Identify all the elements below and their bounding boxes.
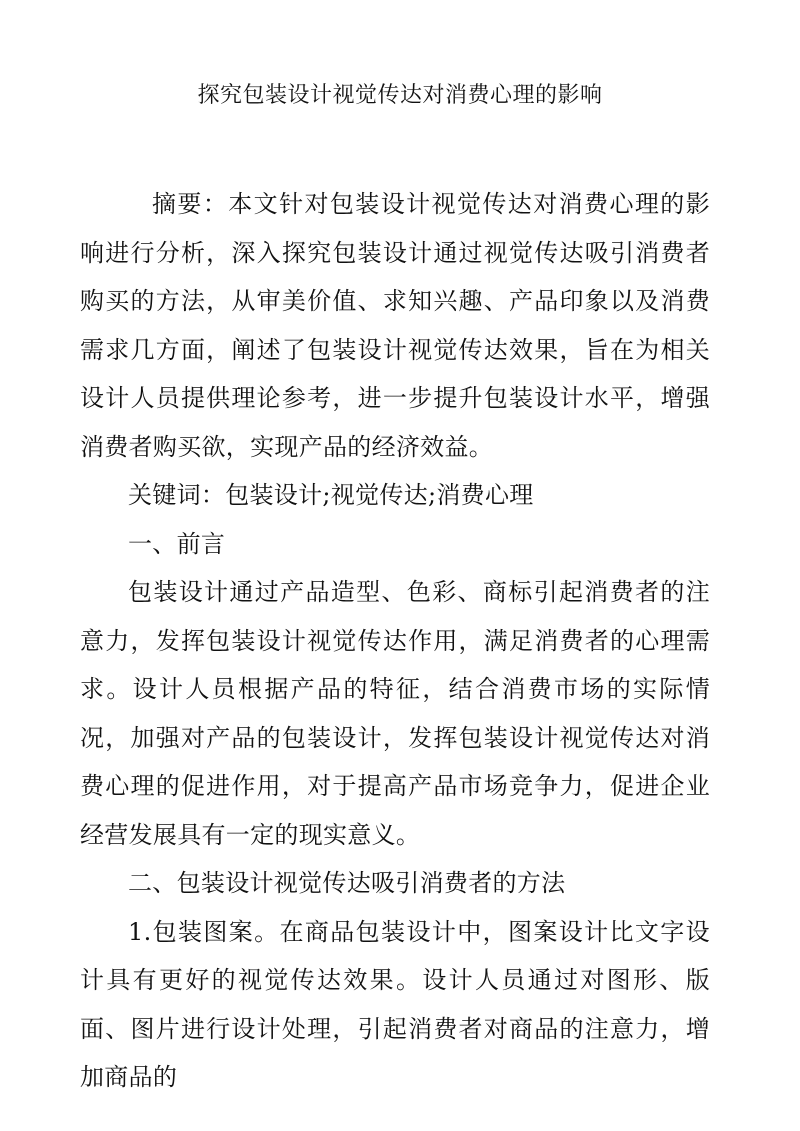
document-body — [80, 180, 710, 1102]
keywords-line: 关键词：包装设计;视觉传达;消费心理 — [128, 481, 534, 509]
section-heading-introduction: 一、前言 — [128, 529, 226, 558]
abstract-paragraph: 摘要：本文针对包装设计视觉传达对消费心理的影响进行分析，深入探究包装设计通过视觉传达吸引消费者购买的方法，从审美价值、求知兴趣、产品印象以及消费需求几方面，阐述了包装设计视觉传达效果，旨在为相关设计人员提供理论参考，进一步提升包装设计水平，增强消费者购买欲，实现产品的经济效益。 — [80, 190, 710, 461]
methods-paragraph-1: 1.包装图案。在商品包装设计中，图案设计比文字设计具有更好的视觉传达效果。设计人员通过对图形、版面、图片进行设计处理，引起消费者对商品的注意力，增加商品的 — [80, 917, 710, 1091]
introduction-paragraph: 包装设计通过产品造型、色彩、商标引起消费者的注意力，发挥包装设计视觉传达作用，满足消费者的心理需求。设计人员根据产品的特征，结合消费市场的实际情况，加强对产品的包装设计，发挥包装设计视觉传达对消费心理的促进作用，对于提高产品市场竞争力，促进企业经营发展具有一定的现实意义。 — [80, 578, 710, 849]
section-heading-methods: 二、包装设计视觉传达吸引消费者的方法 — [128, 869, 566, 897]
document-title: 探究包装设计视觉传达对消费心理的影响 — [197, 83, 603, 108]
